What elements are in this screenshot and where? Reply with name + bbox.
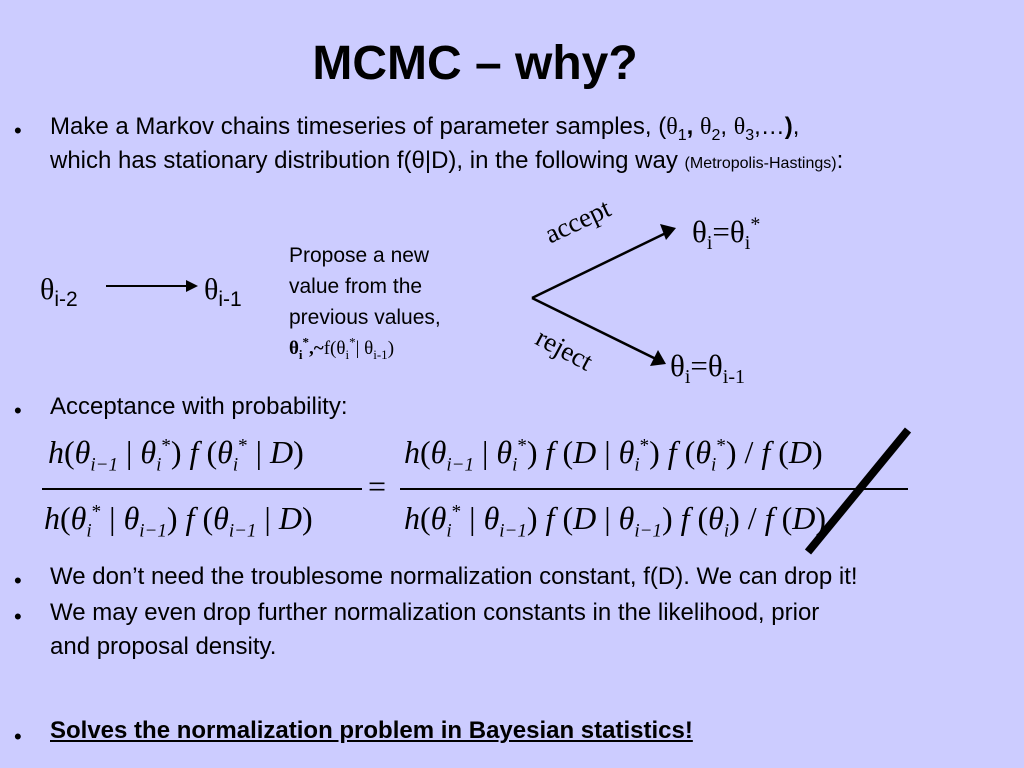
slide-title: MCMC – why? <box>312 37 638 90</box>
bullet-marker: • <box>14 568 22 593</box>
state-prev: $\theta_{i-2}$ <box>40 273 78 311</box>
bullet-2: Acceptance with probability: <box>50 393 348 420</box>
bullet-4-line2: and proposal density. <box>50 633 277 660</box>
proposal-note <box>289 240 441 364</box>
bullet-1 <box>50 110 1010 181</box>
accept-result: $\theta_i=\theta_i^*$ <box>692 213 761 255</box>
state-current: $\theta_{i-1}$ <box>204 273 242 311</box>
bullet-5-conclusion: Solves the normalization problem in Bayesian statistics! <box>50 717 693 744</box>
bullet-marker: • <box>14 118 22 143</box>
proposal-note-line1: Propose a new <box>289 244 430 267</box>
accept-label: accept <box>540 192 616 250</box>
bullet-4-line1: We may even drop further normalization constants in the likelihood, prior <box>50 599 820 626</box>
reject-label: reject <box>530 322 598 377</box>
bullet-marker: • <box>14 398 22 423</box>
bullet-1-line2: which has stationary distribution f(θ|D), in the following way (Metropolis-Hastings): <box>50 147 844 174</box>
bullet-4 <box>50 596 1010 664</box>
rhs-denominator: $h(\theta_i^*$ | $\theta_{i-1}$) f (D | $\theta_{i-1}$) f $(\theta_i)$ / f (D) <box>404 500 826 542</box>
bullet-marker: • <box>14 724 22 749</box>
proposal-note-line3: previous values, <box>289 306 441 329</box>
proposal-note-line4: $\theta_i^*,\sim f(\theta_i^*|$ $\theta_{i-1}$) <box>289 334 395 362</box>
strikethrough-slash <box>780 424 920 558</box>
lhs-numerator: $h(\theta_{i-1}$ | $\theta_i^*$) f ($\theta_i^*$ | D) <box>48 434 304 476</box>
equals-sign: = <box>368 468 387 504</box>
lhs-denominator: $h(\theta_i^*$ | $\theta_{i-1}$) f ($\theta_{i-1}$ | D) <box>44 500 313 542</box>
bullet-marker: • <box>14 604 22 629</box>
bullet-1-line1: Make a Markov chains timeseries of parameter samples, ($\theta_1$, $\theta_2$, $\theta_3,\dots$), <box>50 113 800 144</box>
proposal-note-line2: value from the <box>289 275 423 298</box>
lhs-fraction-bar <box>42 488 362 490</box>
rhs-numerator: $h(\theta_{i-1}$ | $\theta_i^*$) f (D | $\theta_i^*$) f $(\theta_i^*)$ / f (D) <box>404 434 823 476</box>
transition-arrow <box>100 276 200 296</box>
bullet-3: We don’t need the troublesome normalization constant, f(D). We can drop it! <box>50 563 858 590</box>
reject-result: $\theta_i=\theta_{i-1}$ <box>670 348 745 389</box>
